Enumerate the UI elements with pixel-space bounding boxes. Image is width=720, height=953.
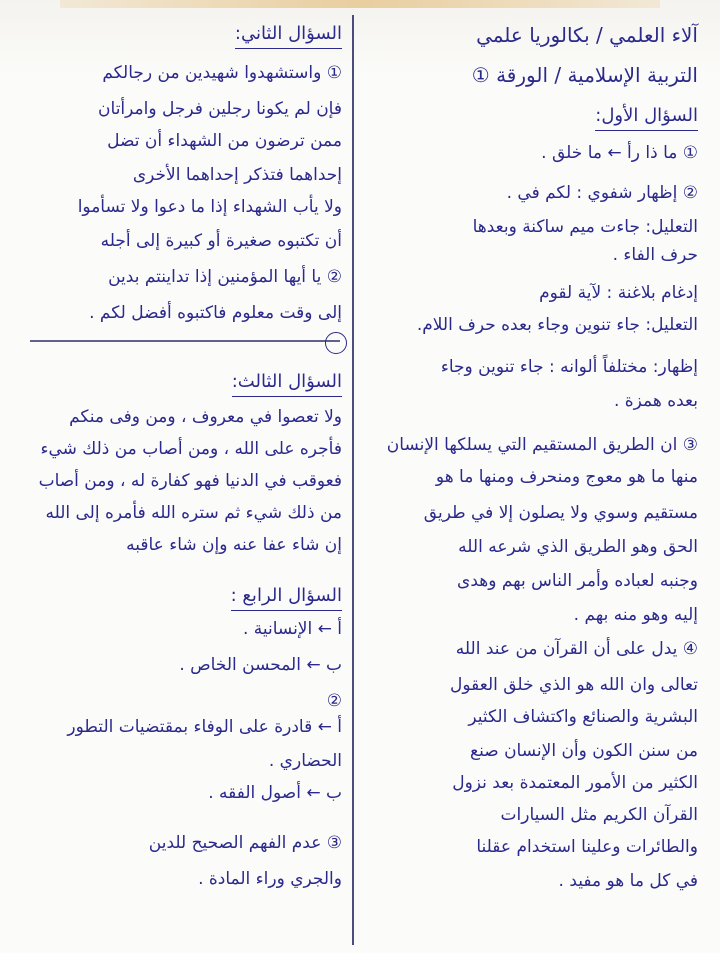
answer-line: تعالى وان الله هو الذي خلق العقول	[450, 675, 698, 695]
header-line-1: آلاء العلمي / بكالوريا علمي	[476, 23, 698, 47]
answer-line: ممن ترضون من الشهداء أن تضل	[107, 131, 342, 151]
answer-line: ولا يأب الشهداء إذا ما دعوا ولا تسأموا	[77, 197, 342, 217]
answer-line: إظهار: مختلفاً ألوانه : جاء تنوين وجاء	[440, 357, 698, 377]
answer-line: إن شاء عفا عنه وإن شاء عاقبه	[126, 535, 342, 555]
answer-line: حرف الفاء .	[612, 245, 698, 265]
answer-line: التعليل: جاءت ميم ساكنة وبعدها	[472, 217, 698, 237]
paper-top-edge	[60, 0, 660, 8]
answer-line: ② يا أيها المؤمنين إذا تداينتم بدين	[108, 267, 342, 287]
question-2-heading: السؤال الثاني:	[235, 23, 342, 49]
answer-line: إدغام بلاغنة : لآية لقوم	[539, 283, 698, 303]
answer-line: والطائرات وعلينا استخدام عقلنا	[476, 837, 698, 857]
answer-line: ① واستشهدوا شهيدين من رجالكم	[102, 63, 342, 83]
answer-line: ① ما ذا رأ ← ما خلق .	[541, 143, 698, 163]
answer-line: والجري وراء المادة .	[198, 869, 342, 889]
answer-line: البشرية والصنائع واكتشاف الكثير	[468, 707, 698, 727]
answer-line: الحق وهو الطريق الذي شرعه الله	[458, 537, 698, 557]
answer-line: في كل ما هو مفيد .	[558, 871, 698, 891]
answer-line: ② إظهار شفوي : لكم في .	[506, 183, 698, 203]
answer-line: إلى وقت معلوم فاكتبوه أفضل لكم .	[89, 303, 342, 323]
section-divider	[30, 340, 340, 342]
answer-line: إحداهما فتذكر إحداهما الأخرى	[132, 165, 342, 185]
answer-line: إليه وهو منه بهم .	[573, 605, 698, 625]
answer-line: القرآن الكريم مثل السيارات	[500, 805, 698, 825]
answer-line: أ ← قادرة على الوفاء بمقتضيات التطور	[67, 717, 342, 737]
answer-line: وجنبه لعباده وأمر الناس بهم وهدى	[457, 571, 698, 591]
answer-line: فأجره على الله ، ومن أصاب من ذلك شيء	[40, 439, 342, 459]
answer-line: مستقيم وسوي ولا يصلون إلا في طريق	[423, 503, 698, 523]
answer-line: الكثير من الأمور المعتمدة بعد نزول	[452, 773, 698, 793]
answer-line: من سنن الكون وأن الإنسان صنع	[470, 741, 698, 761]
answer-line: ②	[326, 691, 342, 711]
answer-line: ولا تعصوا في معروف ، ومن وفى منكم	[69, 407, 342, 427]
answer-line: ب ← أصول الفقه .	[208, 783, 342, 803]
answer-line: ④ يدل على أن القرآن من عند الله	[455, 639, 698, 659]
answer-line: أ ← الإنسانية .	[242, 619, 342, 639]
answer-line: ③ عدم الفهم الصحيح للدين	[148, 833, 342, 853]
answer-line: أن تكتبوه صغيرة أو كبيرة إلى أجله	[100, 231, 342, 251]
answer-line: ③ ان الطريق المستقيم التي يسلكها الإنسان	[386, 435, 698, 455]
answer-line: فإن لم يكونا رجلين فرجل وامرأتان	[98, 99, 342, 119]
answer-line: منها ما هو معوج ومنحرف ومنها ما هو	[435, 467, 698, 487]
question-3-heading: السؤال الثالث:	[232, 371, 342, 397]
header-line-2: التربية الإسلامية / الورقة ①	[471, 63, 698, 87]
answer-line: ب ← المحسن الخاص .	[179, 655, 342, 675]
question-4-heading: السؤال الرابع :	[231, 585, 342, 611]
answer-line: الحضاري .	[268, 751, 342, 771]
circled-mark	[325, 332, 347, 354]
column-divider	[352, 15, 354, 945]
answer-line: بعده همزة .	[613, 391, 698, 411]
answer-line: من ذلك شيء ثم ستره الله فأمره إلى الله	[45, 503, 342, 523]
answer-line: التعليل: جاء تنوين وجاء بعده حرف اللام.	[416, 315, 698, 335]
answer-line: فعوقب في الدنيا فهو كفارة له ، ومن أصاب	[38, 471, 342, 491]
question-1-heading: السؤال الأول:	[595, 105, 698, 131]
